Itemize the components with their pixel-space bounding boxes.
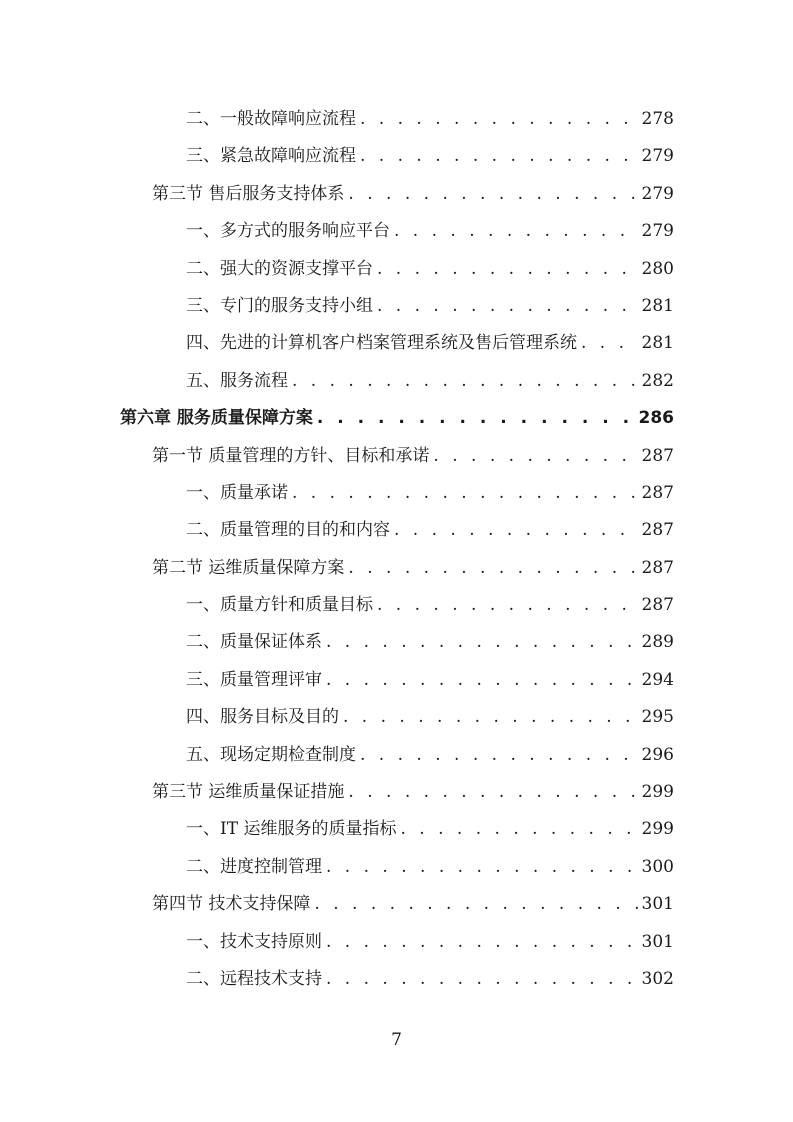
toc-entry-title: 一、IT 运维服务的质量指标	[186, 819, 397, 840]
toc-entry-title: 四、服务目标及目的	[186, 707, 339, 728]
page-number: 7	[391, 1030, 402, 1050]
toc-entry[interactable]	[0, 138, 793, 175]
toc-dot-leader	[326, 849, 638, 886]
toc-entry-title: 二、质量保证体系	[186, 632, 322, 653]
toc-entry[interactable]	[0, 438, 793, 475]
toc-entry[interactable]	[0, 251, 793, 288]
toc-entry[interactable]	[0, 961, 793, 998]
toc-dot-leader	[348, 550, 637, 587]
toc-entry-page: 301	[641, 894, 674, 915]
toc-entry-title: 第三节 售后服务支持体系	[152, 183, 345, 204]
toc-dot-leader	[292, 363, 638, 400]
toc-entry[interactable]	[0, 288, 793, 325]
toc-entry-page: 294	[641, 669, 674, 690]
toc-entry-title: 二、进度控制管理	[186, 856, 322, 877]
toc-entry[interactable]	[0, 101, 793, 138]
toc-dot-leader	[326, 662, 638, 699]
toc-entry-page: 302	[641, 968, 674, 989]
toc-entry-page: 279	[641, 221, 674, 242]
toc-entry-page: 282	[641, 370, 674, 391]
toc-entry-title: 二、质量管理的目的和内容	[186, 520, 390, 541]
toc-entry[interactable]	[0, 475, 793, 512]
toc-dot-leader	[348, 176, 637, 213]
toc-entry[interactable]	[0, 624, 793, 661]
toc-entry-page: 279	[641, 146, 674, 167]
toc-entry-title: 三、紧急故障响应流程	[186, 146, 356, 167]
toc-entry[interactable]	[0, 550, 793, 587]
toc-entry[interactable]	[0, 176, 793, 213]
toc-entry-page: 296	[641, 744, 674, 765]
toc-dot-leader	[326, 624, 638, 661]
toc-entry-page: 280	[641, 258, 674, 279]
toc-entry-title: 二、强大的资源支撑平台	[186, 258, 373, 279]
toc-dot-leader	[394, 213, 638, 250]
toc-dot-leader	[377, 288, 638, 325]
toc-dot-leader	[326, 961, 638, 998]
toc-entry-title: 第二节 运维质量保障方案	[152, 557, 345, 578]
toc-entry-title: 二、远程技术支持	[186, 968, 322, 989]
toc-entry-page: 287	[641, 595, 674, 616]
toc-entry[interactable]	[0, 849, 793, 886]
toc-entry[interactable]	[0, 924, 793, 961]
toc-entry-page: 287	[641, 557, 674, 578]
toc-dot-leader	[394, 512, 638, 549]
toc-entry[interactable]	[0, 699, 793, 736]
toc-entry[interactable]	[0, 213, 793, 250]
toc-entry-title: 第三节 运维质量保证措施	[152, 782, 345, 803]
toc-entry-title: 三、专门的服务支持小组	[186, 295, 373, 316]
toc-entry-page: 289	[641, 632, 674, 653]
table-of-contents	[0, 101, 793, 998]
toc-dot-leader	[292, 475, 638, 512]
toc-dot-leader	[314, 886, 637, 923]
toc-dot-leader	[360, 138, 638, 175]
toc-dot-leader	[377, 251, 638, 288]
toc-entry[interactable]	[0, 325, 793, 362]
toc-entry[interactable]	[0, 737, 793, 774]
toc-dot-leader	[433, 438, 637, 475]
toc-dot-leader	[360, 737, 638, 774]
toc-entry-title: 三、质量管理评审	[186, 669, 322, 690]
toc-entry-title: 五、服务流程	[186, 370, 288, 391]
toc-entry-title: 一、多方式的服务响应平台	[186, 221, 390, 242]
toc-entry[interactable]	[0, 886, 793, 923]
toc-entry-title: 四、先进的计算机客户档案管理系统及售后管理系统	[186, 333, 577, 354]
toc-dot-leader	[360, 101, 638, 138]
toc-entry-page: 299	[641, 819, 674, 840]
toc-entry-title: 一、质量方针和质量目标	[186, 595, 373, 616]
toc-entry-page: 287	[641, 520, 674, 541]
toc-entry-title: 一、技术支持原则	[186, 931, 322, 952]
toc-entry-title: 第六章 服务质量保障方案	[120, 408, 313, 429]
toc-dot-leader	[326, 924, 638, 961]
toc-entry[interactable]	[0, 774, 793, 811]
toc-dot-leader	[348, 774, 637, 811]
toc-dot-leader	[400, 811, 637, 848]
toc-entry-page: 287	[641, 445, 674, 466]
toc-entry-page: 281	[641, 295, 674, 316]
toc-entry-page: 278	[641, 109, 674, 129]
toc-dot-leader	[377, 587, 638, 624]
toc-entry-page: 300	[641, 856, 674, 877]
toc-dot-leader	[317, 400, 635, 437]
toc-entry-title: 五、现场定期检查制度	[186, 744, 356, 765]
toc-entry-page: 279	[641, 183, 674, 204]
toc-entry-page: 295	[641, 707, 674, 728]
toc-entry[interactable]	[0, 662, 793, 699]
toc-dot-leader	[343, 699, 638, 736]
toc-entry-title: 二、一般故障响应流程	[186, 109, 356, 129]
toc-entry-page: 286	[638, 408, 674, 429]
toc-entry-title: 第四节 技术支持保障	[152, 894, 311, 915]
toc-entry[interactable]	[0, 512, 793, 549]
toc-entry-page: 299	[641, 782, 674, 803]
toc-entry-page: 281	[641, 333, 674, 354]
toc-entry[interactable]	[0, 587, 793, 624]
toc-chapter-entry[interactable]	[0, 400, 793, 437]
toc-entry-page: 301	[641, 931, 674, 952]
toc-entry[interactable]	[0, 363, 793, 400]
toc-entry[interactable]	[0, 811, 793, 848]
toc-entry-title: 一、质量承诺	[186, 482, 288, 503]
toc-entry-title: 第一节 质量管理的方针、目标和承诺	[152, 445, 430, 466]
toc-dot-leader	[581, 325, 638, 362]
toc-entry-page: 287	[641, 482, 674, 503]
